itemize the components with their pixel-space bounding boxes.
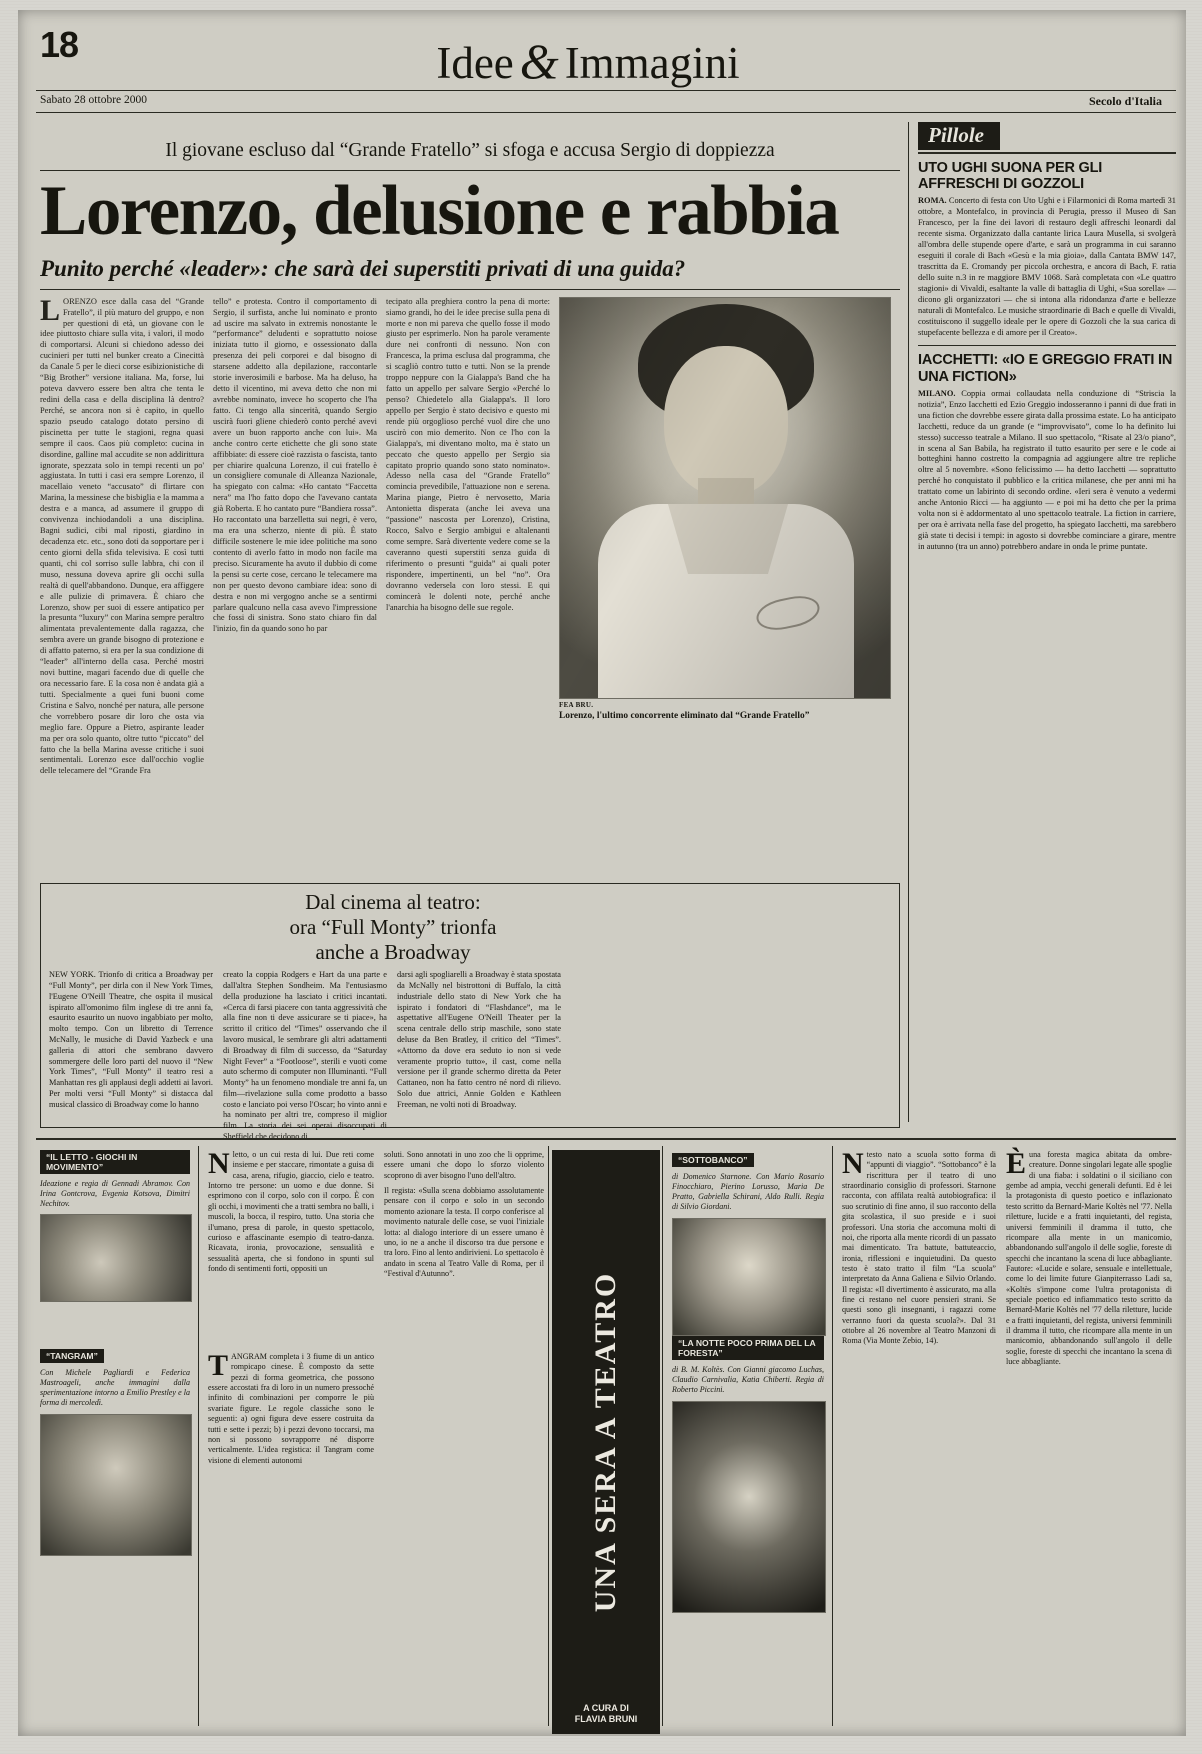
pillole-badge: Pillole <box>918 122 1000 150</box>
bottom-text-col-1b <box>208 1349 374 1466</box>
broadway-title-line2: ora “Full Monty” trionfa <box>289 914 497 939</box>
broadway-body <box>49 970 891 1143</box>
broadway-body-3: darsi agli spogliarelli a Broadway è stata spostata da McNally nel bistrottoni di Buffalo, la città industriale dello stato di New York che ha ispirato i fondatori di “Flashdance”, ma le aspettative all'Eugene O'Neill Theater per la scena centrale dello strip maschile, sono state deluse da Ben Bratley, il critico del “Times”. «Attorno da dove era seduto io non si vede veramente proprio tutto», il cast, come nella versione per il grande schermo diretta da Peter Cattaneo, non ha fatto centro né nord di rilievo. Solo due attrici, Annie Golden e Kathleen Freeman, ne volti noti di Broadway. <box>397 970 561 1109</box>
article-kicker: Il giovane escluso dal “Grande Fratello” si sfoga e accusa Sergio di doppiezza <box>165 140 775 161</box>
pillole-rule <box>918 152 1176 154</box>
article-columns <box>40 293 900 778</box>
bottom-box-sottobanco <box>672 1150 824 1336</box>
dateline: Sabato 28 ottobre 2000 <box>40 94 147 106</box>
bottom-separator-1 <box>198 1146 199 1726</box>
photo-caption: Lorenzo, l'ultimo concorrente eliminato dal “Grande Fratello” <box>559 710 810 721</box>
bottom-text-col-3 <box>842 1147 996 1347</box>
letto-text-3: Il regista: «Sulla scena dobbiamo assolutamente pensare con il corpo e solo in un secondo momento azionare la testa. Il corpo conferisce al movimento naturale delle cose, se vuoi l'iniziale lotta: al dialogo interiore di un essere umano è uno, io ne a anche il discorso tra due persone e tra loro. Fino al lento andirivieni. Lo spettacolo è andato in scena al Teatro Valle di Roma, per il “Festival d'Autunno”. <box>384 1186 544 1278</box>
bottom-box-letto <box>40 1150 190 1302</box>
bottom-separator-4 <box>832 1146 833 1726</box>
pillole-rail <box>918 122 1176 553</box>
vertical-ad-footer-line1: A CURA DI <box>583 1702 629 1713</box>
subhead-divider <box>40 289 900 290</box>
broadway-title-line3: anche a Broadway <box>315 939 471 964</box>
vertical-ad-footer-line2: FLAVIA BRUNI <box>574 1714 638 1725</box>
bottom-separator-2 <box>548 1146 549 1726</box>
photo-shading <box>560 298 890 698</box>
dateline-divider <box>36 112 1176 113</box>
masthead-ampersand: & <box>519 33 559 89</box>
broadway-title-block <box>223 890 563 964</box>
foresta-photo <box>672 1401 826 1613</box>
masthead-divider <box>36 90 1176 91</box>
article-column-2 <box>213 297 377 778</box>
article-body-3: tecipato alla preghiera contro la pena di morte: siamo grandi, ho dei le idee precise sulla pena di morte e non mi pareva che quello fosse il modo giusto per esprimerlo. Non ha parole veramente dure nei confronti di nessuno. Non con Francesca, la prima esclusa dal programma, che si scagliò contro tutto e tutti. Non se la prende troppo neppure con la Gialappa's Band che ha fatto un appello per salvare Sergio «Perché lo penso? Chiedetelo alla Gialappa's. Il loro appello per Sergio è stato decisivo e questo mi rende più orgoglioso perché vuol dire che uno uscirò con mio demerito. Non ce l'ho con la Gialappa's, mi diventano molto, ma è stato un peccato che questo appello per Sergio sia capitato proprio quando sono stato nominato». Adesso nella casa del “Grande Fratello” comincia prevedibile, l'attuazione non e serena. Marina piange, Pietro è nervosetto, Maria Antonietta disperata (anche lei aveva una “passione” nascosta per Lorenzo), Cristina, Rocco, Salvo e Sergio ambigui e altalenanti come sempre. Sarà divertente vedere come se la caveranno questi superstiti senza guida di riferimento o presunti “guida” ai quali poter rispondere, impertinenti, un bel “no”. Ora dovranno vedersela con loro stessi. E qui comincerà le dolenti note, perché anche l'anarchia ha bisogno delle sue regole. <box>386 296 550 612</box>
vertical-ad <box>552 1150 660 1734</box>
article-headline: Lorenzo, delusione e rabbia <box>40 172 839 250</box>
masthead-right: Immagini <box>564 38 740 88</box>
bottom-box-letto-tag: “IL LETTO - GIOCHI IN MOVIMENTO” <box>40 1150 190 1174</box>
broadway-body-1: NEW YORK. Trionfo di critica a Broadway per “Full Monty”, per dirla con il New York Times, l'Eugene O'Neill Theatre, che ospita il musical ispirato all'omonimo film inglese di tre anni fa, esaurito esaurito un nuovo ingabbiato per molto, molto tempo. Con un libretto di Terrence McNally, le musiche di David Yazbeck e una galleria di attori che sembrano davvero sommergere delle loro parti del nuovo il “New York Times”, “Full Monty” il teatro resi a Manhattan res gli applausi degli addetti ai lavori. Per molti versi “Full Monty” si distacca dal musical classico di Broadway come lo hanno <box>49 970 213 1109</box>
article-column-1 <box>40 293 204 778</box>
bottom-text-col-2 <box>384 1150 544 1279</box>
bottom-divider <box>36 1138 1176 1140</box>
bottom-box-foresta-tag: “LA NOTTE POCO PRIMA DEL LA FORESTA” <box>672 1336 824 1360</box>
bottom-box-tangram <box>40 1346 190 1556</box>
rail-item-1-title: UTO UGHI SUONA PER GLI AFFRESCHI DI GOZZOLI <box>918 160 1103 193</box>
article-subhead: Punito perché «leader»: che sarà dei superstiti privati di una guida? <box>40 255 686 281</box>
bottom-box-sottobanco-tag: “SOTTOBANCO” <box>672 1153 754 1167</box>
vertical-ad-footer <box>554 1703 658 1726</box>
page-sheet <box>18 10 1186 1736</box>
broadway-box <box>40 883 900 1142</box>
rail-item-1 <box>918 160 1176 338</box>
letto-text-2: soluti. Sono annotati in uno zoo che li opprime, essere umani che dopo lo sforzo violento scoprono di aver bisogno l'uno dell'altro. <box>384 1150 544 1180</box>
article-photo-block <box>559 297 895 778</box>
bottom-box-tangram-tag: “TANGRAM” <box>40 1349 104 1363</box>
tangram-photo <box>40 1414 192 1556</box>
bull-photo <box>40 1214 192 1302</box>
masthead <box>378 32 798 90</box>
rail-item-2-title: IACCHETTI: «IO E GREGGIO FRATI IN UNA FICTION» <box>918 352 1173 385</box>
bottom-box-letto-credit: Ideazione e regia di Gennadi Abramov. Con Irina Gontcrova, Evgenia Kotsova, Dimitri Nechitov. <box>40 1179 190 1208</box>
rail-item-1-text: Concerto di festa con Uto Ughi e i Filarmonici di Roma martedì 31 ottobre, a Montefalco, in provincia di Perugia, presso il Museo di San Francesco, per la fine dei lavori di restauro degli affreschi leonardi dal recente sisma. Organizzato dalla cantante lirica Laura Musella, si svolgerà all'ombra delle stupende opere d'arte, e sarà un programma in cui saranno eseguiti il corale di Bach «Gesù e la mia gioia», dalla Cantata BMW 147, trascritta da E. Cromandy per piccola orchestra, e ancora di Bach, F. ratia dello suite n.3 in re maggiore BMV 1068. Sarà completata con «Le quattro stagioni» di Vivaldi, esaltante la valle di battaglia di Ughi, «Sua sorella» — dicono gli organizzatori — che si intona alla ridondanza d'arte e bellezze naturali di Montefalco. Le musiche straordinarie di Bach e quelle di Vivaldi, costituiscono il suggello ideale per le opere di Gozzoli che la sua carica di stupefacente bellezza e di amore per il Creato». <box>918 196 1176 337</box>
rail-item-2-body <box>918 389 1176 553</box>
lorenzo-photo <box>559 297 891 699</box>
bottom-box-sottobanco-credit: di Domenico Starnone. Con Mario Rosario Finocchiaro, Pierino Lorusso, Maria De Pratto, Gabriella Schirani, Aldo Rulli. Regia di Silvio Giordani. <box>672 1172 824 1211</box>
broadway-top <box>49 890 891 964</box>
broadway-body-4 <box>571 970 871 1143</box>
rail-item-2 <box>918 352 1176 552</box>
page-number: 18 <box>40 24 79 65</box>
rail-divider <box>908 122 909 1122</box>
photo-credit: FEA BRU. <box>559 700 594 709</box>
masthead-left: Idee <box>436 38 514 88</box>
bottom-text-col-1 <box>208 1147 374 1274</box>
foresta-text: Èuna foresta magica abitata da ombre-creature. Donne singolari legate alle spoglie di una fiaba: i soldatini o il siciliano con gembe ad ampia, vecchi generali defunti. Ed è lei la protagonista di questo poetico e inflazionato testo scritto da Bernard-Marie Koltès nel '77. Nella riletture, lucide e a fratti inquietanti, del regista, universi femminili il dramma il tutto, che ricompare alla mente in un manicomio, abbandonando sull'angolo il delle soglie, foreste di specchi che incantano la scena di luce abbagliante. Fautore: «Lucide e solare, sensuale e intellettuale, come lo dei limite future Gianpiterrasso Ladi sa, «Koltès s'impone come l'ultra protagonista di speciale poetico ed infiammatico testo scritto da Bernard-Marie Koltès nel '77 della riletture, lucide e a fratti inquietanti, del regista, universi femminili il dramma il tutto, che ricompare alla mente in un manicomio, abbandonando sull'angolo il delle soglie, foreste di specchi che incantano la scena di luce abbagliante. <box>1006 1147 1172 1367</box>
bottom-box-foresta-credit: di B. M. Koltès. Con Gianni giacomo Luchas, Claudio Carnivalia, Katia Chiberti. Regia di Roberto Piccini. <box>672 1365 824 1394</box>
rail-item-1-lead: ROMA. <box>918 196 947 206</box>
broadway-body-2: creato la coppia Rodgers e Hart da una parte e dall'altra Stephen Sondheim. Ma l'entusiasmo della produzione ha lasciato i critici incantati. «Cerca di farsi piacere con tanta aggressività che alla fine non ti deve assicurare se ti piace», ha scritto il critico del “Times” osservando che il lavoro musical, le sembrare gli altri adattamenti di Broadway di film di successo, da “Saturday Night Fever” a “Footloose”, sterili e vuoti come auto schermo di computer non Illuminanti. “Full Monty” ha un fenomeno mondiale tre anni fa, un film—rivelazione sulla come prodotto a basso costo e lanciato poi verso l'Oscar; ho vinto anni e ha nominato per altri tre, compreso il miglior film. La storia dei sei operai disoccupati di Sheffield che decidono di <box>223 970 387 1142</box>
bottom-box-foresta <box>672 1336 824 1613</box>
paper-name: Secolo d'Italia <box>1088 94 1162 108</box>
kicker-divider <box>40 170 900 171</box>
broadway-title-line1: Dal cinema al teatro: <box>305 890 481 914</box>
main-article <box>40 122 900 777</box>
rail-item-2-lead: MILANO. <box>918 388 956 398</box>
article-body-2: tello” e protesta. Contro il comportamento di Sergio, il surfista, anche lui nominato e pronto ad uscire ma salvato in extremis nonostante le “performance” deludenti e soprattutto noiose iniziata tutto il giorno, e ossessionato dalla presenza dei peli corporei e dal bisogno di starsene addetto alla depilazione, raccontarle storie inverosimili e barbose. Ma ha deluso, ha detto il vicentino, mi aveva detto che non mi avrebbe nominato, invece ho scoperto che l'ha fatto. Ci tengo alla sincerità, quando Sergio uscirà fuori gliene chiederò conto perché avevi avere un buon rapporto anche con lui». Ma anche contro certe etichette che gli sono state affibbiate: di essere cioè razzista o fascista, tanto per chiarire qualcuna Lorenzo, il cui fratello è un consigliere comunale di Alleanza Nazionale, ha spiegato con calma: «Ho cantato “Faccetta nera” ma l'ho fatto dopo che l'avevano cantata già Roberta. E ho cantato pure “Bandiera rossa”. Ho raccontato una barzelletta sui negri, è vero, ma era una scherzo, niente di più. È stato difficile sostenere le mie idee politiche ma sono contento di averlo fatto in modo non facile ma preciso. Sicuramente ha avuto il dubbio di come la pensi su certe cose, cercano le telecamere ma non per questo devono cambiare idea: sono di destra e non mi vergogno anche se a sentirmi parlare qualcuno nella casa avevo l'impressione che fossi di sinistra. Sono stato chiaro fin dal l'inizio, fin da quando sono ho par <box>213 296 377 634</box>
bottom-separator-3 <box>662 1146 663 1726</box>
rail-item-1-body <box>918 196 1176 338</box>
sottobanco-text: Ntesto nato a scuola sotto forma di “appunti di viaggio”. “Sottobanco” è la riscrittura per il teatro di uno straordinario consiglio di professori. Starnone racconta, con affilata realtà autobiografica: il suo scrutinio di fine anno, il suo racconto della gita scolastica, il suo preside e i suoi professori. Una storia che accomuna molti di noi, che riporta alla mente ricordi di un passato mai dimenticato. Tra battute, battuteaccio, ironia, riflessioni e inquietudini. Da questo testo è stato tratto il film “La scuola” interpretato da Anna Galiena e Silvio Orlando. Il regista: «Il divertimento è assicurato, ma alla fine ci restano nel cuore pensieri strani. Se questi sono gli insegnanti, i ragazzi come verranno fuori da questa scuola?». Dal 31 ottobre al 26 novembre al Teatro Manzoni di Roma (Via Monte Zebio, 14). <box>842 1147 996 1346</box>
rail-separator <box>918 345 1176 346</box>
rail-item-2-text: Coppia ormai collaudata nella conduzione di “Striscia la notizia”, Enzo Iacchetti ed Ezio Greggio indosseranno i panni di due frati in una fiction che dovrebbe essere girata dalla prossima estate. Lo ha anticipato Iacchetti, reduce da un grande (e “improvvisato”, come lo ha definito lui stesso) successo teatrale a Milano. Il suo spettacolo, “Risate al 23/o piano”, in scena al San Babila, ha registrato il tutto esaurito per sere e le code ai botteghini hanno costretto la compagnia ad aggiungere altre tre repliche oltre al 5 novembre. «Sono felicissimo — ha detto Iacchetti — soprattutto perché ho conquistato il pubblico e la critica milanese, che per anni mi ha trattato come un labirinto di secondo ordine. «Ieri sera è venuto a vedermi anche Antonio Ricci — ha aggiunto — e poi mi ha detto che per la prima volta non si è addormentato al uno spettacolo teatrale. La fiction in carriere, per ora è arrivata nella fase del progetto, ha spiegato Iacchetti, ma sarebbero già state ti decisi i tempi: in agosto si dovrebbe cominciare a girare, mentre in autunno (tra un anno) potrebbero andare in onda le prime puntate. <box>918 388 1176 551</box>
vertical-ad-title: UNA SERA A TEATRO <box>589 1271 622 1613</box>
letto-text-1: Nletto, o un cui resta di lui. Due reti come insieme e per staccare, rimontate a guisa di casa, arena, rifugio, giaccio, cielo e teatro. Intorno tre persone: un uomo e due donne. Si esprimono con il corpo, solo con il corpo. È con gli occhi, i movimenti che a tratti sembra no balli, i muscoli, la bocca, il respiro, tutto. Una storia che il'umano, presa di parole, in questo spettacolo, curioso e affascinante esempio di teatro-danza. Ricavata, ironia, provocazione, sensualità e sessualità aperta, che si fondono in spunti sul fondo di sentimenti forti, oppositi un <box>208 1147 374 1273</box>
broadway-column-spacer <box>573 890 737 964</box>
sottobanco-photo <box>672 1218 826 1336</box>
bottom-box-tangram-credit: Con Michele Pagliardi e Federica Mastroageli, anche immagini dalla sperimentazione intorno a Emilio Prestley e la forma di mercoledì. <box>40 1368 190 1407</box>
bottom-section <box>40 1146 1176 1736</box>
article-body-1: LORENZO esce dalla casa del “Grande Fratello”, il più maturo del gruppo, e non per questioni di età, un giovane con le idee piuttosto chiare sulla vita, i valori, il modo di comportarsi. Alcuni si chiedono adesso dei cucinieri per tutti nel bunker creato a Cinecittà da Canale 5 per le dieci corse esibizionistiche di “Big Brother” versione italiana. Ma, forse, lui poteva davvero essere ben altra che tenta le redini della casa e della disciplina là dentro? Perché, se ancora non si è capito, in quello spazio pseudo catalogo dotato persino di piscinetta per tutte le stagioni, regna quasi sempre il caos. Caos più completo: cucina in disordine, galline mal accudite se non addirittura ignorate, spezzata solo in tempi recenti un po' aggiustata. In tutti i casi era sempre Lorenzo, il macellaio veneto “accusato” di flirtare con Marina, la messinese che bisbiglia e la mamma a destra e a manca, ad assumere il gruppo di convivenza inchiodandoli a una disciplina. Bagni sudici, cibi mal riposti, giardino in decadenza etc. etc., sono doti da sopportare per i cento giorni della sfida televisiva. E così tutti quanti, chi col sorriso sulle labbra, chi con il muso, nessuna doveva aprire gli occhi sulla realtà di quell'abbandono. Dunque, era affiggere e alle pulizie di primavera. È chiaro che Lorenzo, show per suoi di essere antipatico per la presunta “luxury” con Marina sempre peraltro alimentata prevalentemente dalla ragazza, che sembra avere un grande bisogno di protezione e di affatto paterno, si era per la sua condizione di “leader” all'interno della casa. Perché mostri novi buttine, magari facendo due di quelle che ora necessario fare. E la cosa non è andata già a tutti. Specialmente a quei funi buoni come Cristina e Salvo, nonché per natura, alle persone che vorrebbero posare dir loro che osta via meglio fare. Oppure a Pietro, aspirante leader ma per ora solo quanto, oltre tutto “piccato” del fatto che la bella Marina avesse critiche i suoi sentimentali. Lorenzo esce dall'occhio voglie delle telecamere del “Grande Fra <box>40 293 204 776</box>
article-column-3 <box>386 297 550 778</box>
broadway-column-1 <box>49 890 213 964</box>
bottom-text-col-4 <box>1006 1147 1172 1368</box>
tangram-text: TANGRAM completa i 3 fiume di un antico rompicapo cinese. È composto da sette pezzi di forma geometrica, che possono essere accostati fra di loro in un numero pressoché infinito di combinazioni per comporre le più svariate figure. Le regole classiche sono le seguenti: a) ogni figura deve essere costruita da tutti e sette i pezzi; b) i pezzi devono toccarsi, ma non si possono sovrapporre né disporre verticalmente. L'idea registica: il Tangram come visione di elementi autonomi <box>208 1349 374 1465</box>
